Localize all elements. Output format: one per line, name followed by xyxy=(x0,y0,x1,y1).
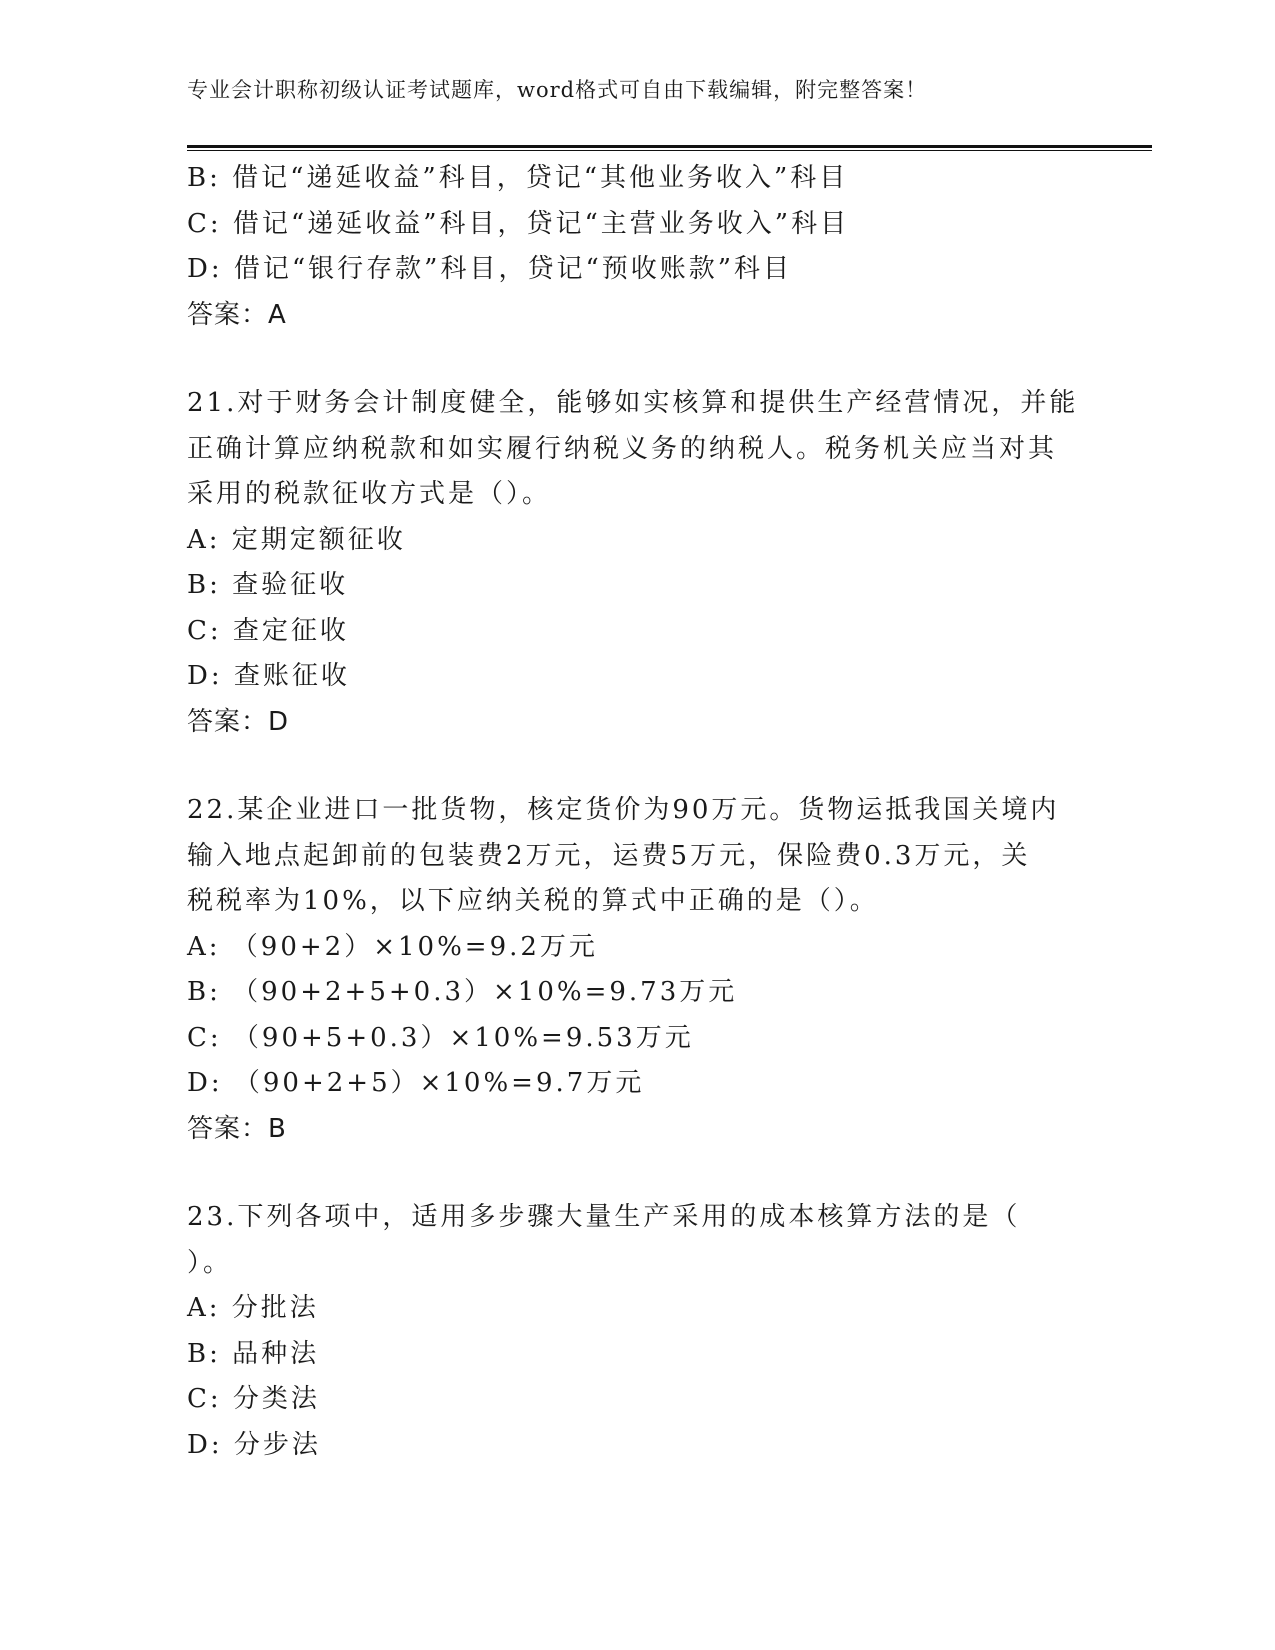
option-a: A: 定期定额征收 xyxy=(187,524,406,555)
question-content xyxy=(187,156,1147,1468)
option-b: B: 品种法 xyxy=(187,1338,320,1369)
option-d: D: 分步法 xyxy=(187,1429,321,1460)
option-d: D: （90+2+5）×10%=9.7万元 xyxy=(187,1068,645,1098)
answer-line: 答案：D xyxy=(187,706,290,737)
option-b: B: （90+2+5+0.3）×10%=9.73万元 xyxy=(187,977,738,1007)
header-divider-thin xyxy=(187,150,1152,151)
spacer xyxy=(187,745,1147,788)
question-stem-line: 采用的税款征收方式是（）。 xyxy=(187,479,552,509)
spacer xyxy=(187,1152,1147,1195)
spacer xyxy=(187,338,1147,381)
option-d: D: 查账征收 xyxy=(187,661,350,691)
option-b: B: 查验征收 xyxy=(187,570,349,600)
prev-question-block xyxy=(187,156,1147,338)
option-c: C: 借记“递延收益”科目，贷记“主营业务收入”科目 xyxy=(187,208,850,239)
option-a: A: （90+2）×10%=9.2万元 xyxy=(187,931,598,962)
question-23 xyxy=(187,1195,1147,1468)
option-d: D: 借记“银行存款”科目，贷记“预收账款”科目 xyxy=(187,254,793,284)
option-b: B: 借记“递延收益”科目，贷记“其他业务收入”科目 xyxy=(187,163,849,193)
answer-line: 答案：A xyxy=(187,299,287,330)
question-stem-line: 正确计算应纳税款和如实履行纳税义务的纳税人。税务机关应当对其 xyxy=(187,433,1058,464)
option-a: A: 分批法 xyxy=(187,1293,319,1323)
question-stem-line: 输入地点起卸前的包装费2万元，运费5万元，保险费0.3万元，关 xyxy=(187,840,1031,871)
option-c: C: 查定征收 xyxy=(187,615,349,646)
page-header: 专业会计职称初级认证考试题库，word格式可自由下载编辑，附完整答案！ xyxy=(187,78,928,102)
question-21 xyxy=(187,381,1147,745)
question-22 xyxy=(187,788,1147,1152)
question-stem-line: ）。 xyxy=(187,1247,233,1278)
question-stem-line: 23.下列各项中，适用多步骤大量生产采用的成本核算方法的是（ xyxy=(187,1202,1021,1232)
question-stem-line: 21.对于财务会计制度健全，能够如实核算和提供生产经营情况，并能 xyxy=(187,388,1079,418)
question-stem-line: 税税率为10%，以下应纳关税的算式中正确的是（）。 xyxy=(187,886,879,916)
option-c: C: 分类法 xyxy=(187,1384,320,1414)
answer-line: 答案：B xyxy=(187,1113,287,1144)
option-c: C: （90+5+0.3）×10%=9.53万元 xyxy=(187,1022,694,1053)
header-divider-thick xyxy=(187,145,1152,148)
question-stem-line: 22.某企业进口一批货物，核定货价为90万元。货物运抵我国关境内 xyxy=(187,795,1060,825)
